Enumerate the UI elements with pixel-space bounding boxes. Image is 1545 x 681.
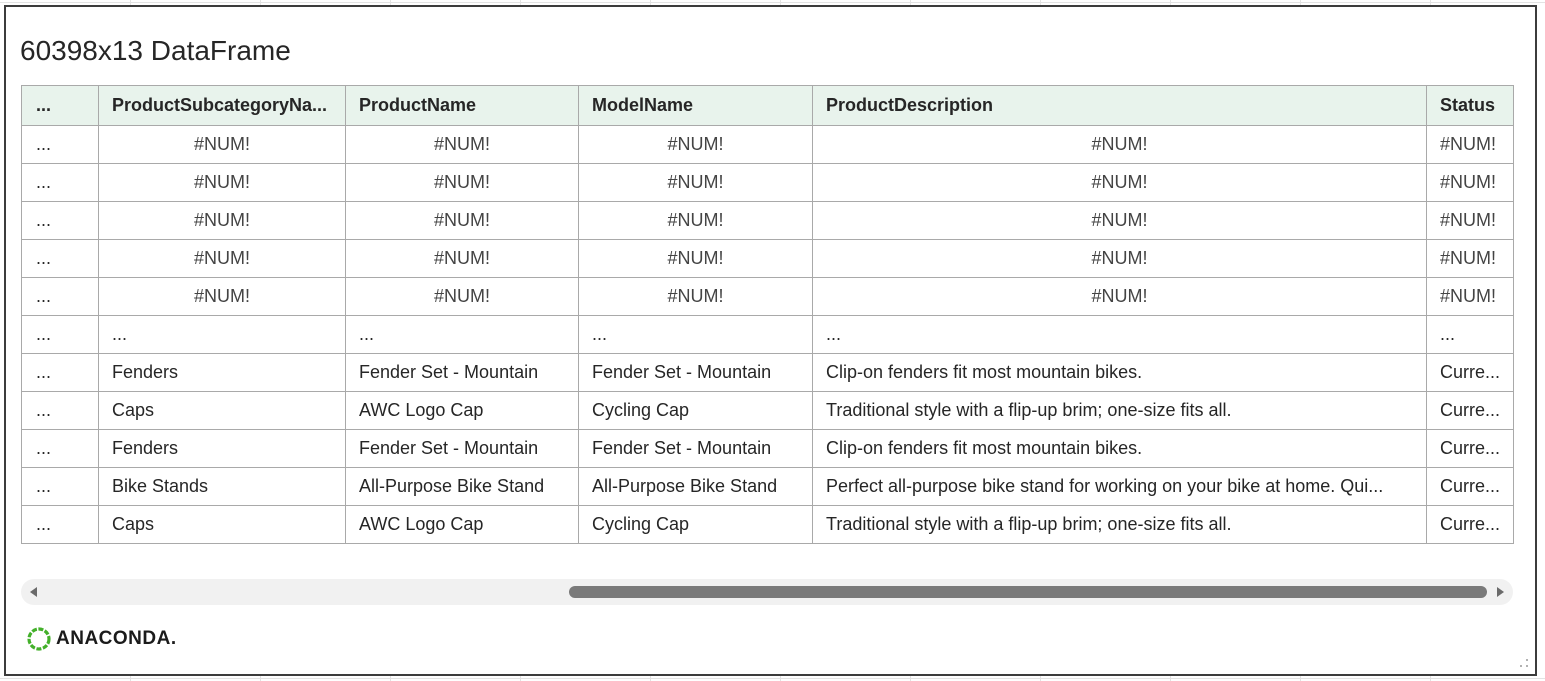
- table-cell: Curre...: [1427, 468, 1514, 506]
- table-cell: ...: [579, 316, 813, 354]
- table-cell: #NUM!: [99, 126, 346, 164]
- table-row-ellipsis: [22, 316, 1514, 354]
- table-cell: ...: [813, 316, 1427, 354]
- table-cell: #NUM!: [579, 126, 813, 164]
- table-cell: #NUM!: [813, 202, 1427, 240]
- table-cell: AWC Logo Cap: [346, 392, 579, 430]
- table-cell: #NUM!: [346, 202, 579, 240]
- anaconda-logo-icon: [26, 626, 52, 652]
- table-cell: ...: [1427, 316, 1514, 354]
- table-cell: #NUM!: [1427, 202, 1514, 240]
- table-cell: Caps: [99, 506, 346, 544]
- horizontal-scrollbar[interactable]: [21, 579, 1513, 605]
- scroll-left-arrow-icon[interactable]: [25, 583, 43, 601]
- table-cell: Perfect all-purpose bike stand for working on your bike at home. Qui...: [813, 468, 1427, 506]
- table-cell: #NUM!: [579, 240, 813, 278]
- table-cell: #NUM!: [579, 202, 813, 240]
- table-cell: Fender Set - Mountain: [346, 354, 579, 392]
- dataframe-card: [4, 5, 1537, 676]
- table-row: [22, 354, 1514, 392]
- table-cell: Clip-on fenders fit most mountain bikes.: [813, 430, 1427, 468]
- table-cell: #NUM!: [1427, 164, 1514, 202]
- table-row: [22, 202, 1514, 240]
- table-cell: #NUM!: [813, 278, 1427, 316]
- table-cell: #NUM!: [579, 278, 813, 316]
- scrollbar-thumb[interactable]: [569, 586, 1487, 598]
- table-row: [22, 126, 1514, 164]
- table-cell: Cycling Cap: [579, 506, 813, 544]
- scroll-right-arrow-icon[interactable]: [1491, 583, 1509, 601]
- cell-index: ...: [22, 430, 99, 468]
- table-cell: AWC Logo Cap: [346, 506, 579, 544]
- table-cell: #NUM!: [813, 126, 1427, 164]
- cell-index: ...: [22, 278, 99, 316]
- table-cell: #NUM!: [346, 126, 579, 164]
- header-productdescription[interactable]: ProductDescription: [813, 86, 1427, 126]
- table-row: [22, 468, 1514, 506]
- table-cell: Curre...: [1427, 354, 1514, 392]
- table-cell: #NUM!: [1427, 240, 1514, 278]
- cell-index: ...: [22, 392, 99, 430]
- cell-index: ...: [22, 240, 99, 278]
- resize-grip-icon[interactable]: [1519, 658, 1529, 668]
- table-cell: #NUM!: [813, 164, 1427, 202]
- table-row: [22, 164, 1514, 202]
- table-cell: Bike Stands: [99, 468, 346, 506]
- table-cell: Cycling Cap: [579, 392, 813, 430]
- table-cell: Clip-on fenders fit most mountain bikes.: [813, 354, 1427, 392]
- header-modelname[interactable]: ModelName: [579, 86, 813, 126]
- table-cell: ...: [99, 316, 346, 354]
- table-cell: #NUM!: [346, 278, 579, 316]
- table-cell: Traditional style with a flip-up brim; one-size fits all.: [813, 392, 1427, 430]
- dataframe-table: [21, 85, 1514, 544]
- table-cell: Curre...: [1427, 430, 1514, 468]
- table-cell: Fenders: [99, 354, 346, 392]
- cell-index: ...: [22, 164, 99, 202]
- table-cell: Fender Set - Mountain: [579, 354, 813, 392]
- table-cell: Curre...: [1427, 392, 1514, 430]
- table-cell: #NUM!: [1427, 126, 1514, 164]
- anaconda-wordmark: ANACONDA.: [56, 628, 177, 649]
- table-row: [22, 430, 1514, 468]
- cell-index: ...: [22, 316, 99, 354]
- cell-index: ...: [22, 354, 99, 392]
- table-cell: Fenders: [99, 430, 346, 468]
- table-cell: #NUM!: [346, 240, 579, 278]
- table-cell: #NUM!: [813, 240, 1427, 278]
- table-cell: #NUM!: [99, 164, 346, 202]
- table-cell: Caps: [99, 392, 346, 430]
- table-cell: All-Purpose Bike Stand: [579, 468, 813, 506]
- table-cell: #NUM!: [99, 278, 346, 316]
- header-status[interactable]: Status: [1427, 86, 1514, 126]
- header-index[interactable]: ...: [22, 86, 99, 126]
- table-cell: #NUM!: [99, 240, 346, 278]
- table-row: [22, 506, 1514, 544]
- cell-index: ...: [22, 126, 99, 164]
- table-cell: ...: [346, 316, 579, 354]
- table-row: [22, 278, 1514, 316]
- header-productname[interactable]: ProductName: [346, 86, 579, 126]
- cell-index: ...: [22, 468, 99, 506]
- table-cell: Curre...: [1427, 506, 1514, 544]
- cell-index: ...: [22, 506, 99, 544]
- table-cell: Traditional style with a flip-up brim; one-size fits all.: [813, 506, 1427, 544]
- anaconda-branding: [26, 626, 177, 652]
- header-productsubcategoryname[interactable]: ProductSubcategoryNa...: [99, 86, 346, 126]
- dataframe-title: 60398x13 DataFrame: [20, 35, 291, 66]
- table-row: [22, 240, 1514, 278]
- table-cell: #NUM!: [579, 164, 813, 202]
- header-row: [22, 86, 1514, 126]
- table-cell: Fender Set - Mountain: [579, 430, 813, 468]
- cell-index: ...: [22, 202, 99, 240]
- table-cell: #NUM!: [1427, 278, 1514, 316]
- table-cell: #NUM!: [99, 202, 346, 240]
- table-cell: Fender Set - Mountain: [346, 430, 579, 468]
- table-row: [22, 392, 1514, 430]
- table-cell: #NUM!: [346, 164, 579, 202]
- table-cell: All-Purpose Bike Stand: [346, 468, 579, 506]
